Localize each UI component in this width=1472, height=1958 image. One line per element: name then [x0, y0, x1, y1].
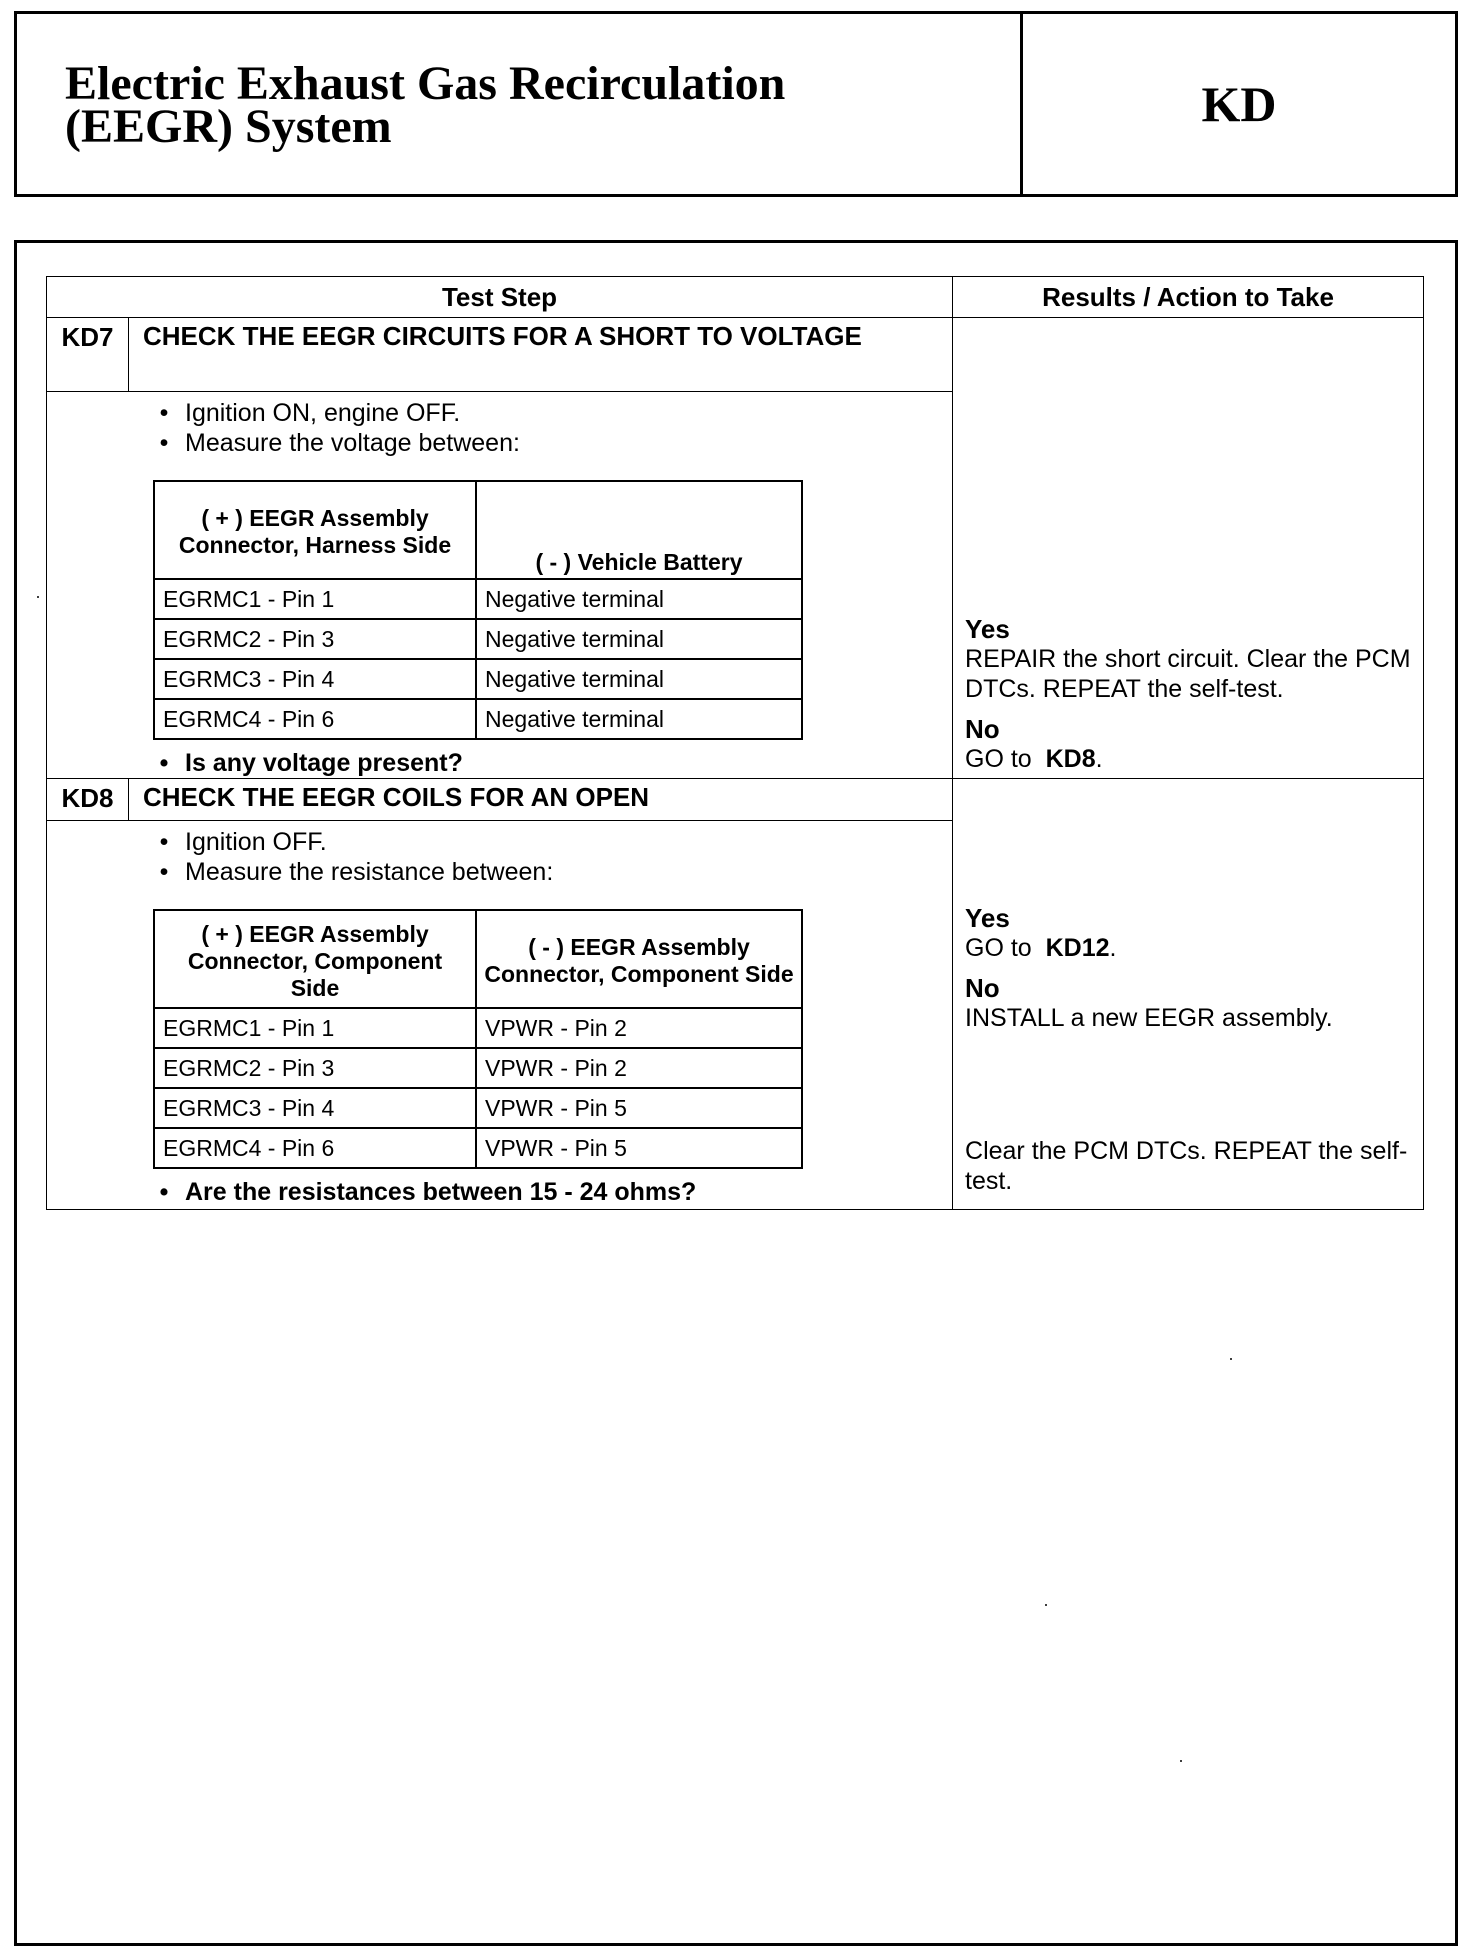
kd7-no-target: KD8	[1045, 745, 1096, 773]
section-title-line1: Electric Exhaust Gas Recirculation	[65, 57, 786, 110]
kd8-yes-target: KD12	[1045, 934, 1110, 962]
step-title-kd8: CHECK THE EEGR COILS FOR AN OPEN	[129, 779, 953, 821]
table-row: EGRMC1 - Pin 1 VPWR - Pin 2	[154, 1008, 802, 1048]
table-row: EGRMC3 - Pin 4 Negative terminal	[154, 659, 802, 699]
kd7-yes-label: Yes	[965, 614, 1010, 644]
kd7-question: • Is any voltage present?	[159, 749, 463, 777]
step-kd7-body	[47, 392, 953, 779]
kd8-no-label: No	[965, 973, 1000, 1003]
scan-speck	[1230, 1358, 1232, 1360]
table-row: EGRMC4 - Pin 6 VPWR - Pin 5	[154, 1128, 802, 1168]
scan-speck	[1180, 1760, 1182, 1762]
step-id-kd8: KD8	[47, 779, 129, 821]
kd7-bullet: • Ignition ON, engine OFF.	[159, 399, 461, 427]
kd8-col-negative: ( - ) EEGR Assembly Connector, Component Side	[476, 910, 802, 1008]
scan-speck	[1045, 1604, 1047, 1606]
kd8-measurement-header	[154, 910, 802, 1008]
table-header-row	[47, 277, 1424, 318]
table-row: EGRMC1 - Pin 1 Negative terminal	[154, 579, 802, 619]
results-kd8	[953, 779, 1424, 1210]
kd7-no-text: GO to KD8.	[965, 745, 1103, 773]
table-row: EGRMC4 - Pin 6 Negative terminal	[154, 699, 802, 739]
kd8-no-text: INSTALL a new EEGR assembly.	[965, 1004, 1333, 1032]
kd7-col-negative: ( - ) Vehicle Battery	[476, 481, 802, 579]
step-kd8-body	[47, 821, 953, 1210]
table-row: EGRMC2 - Pin 3 VPWR - Pin 2	[154, 1048, 802, 1088]
kd8-bullet: • Measure the resistance between:	[159, 858, 554, 886]
kd8-col-positive: ( + ) EEGR Assembly Connector, Component Side	[154, 910, 476, 1008]
step-kd8-title-row	[47, 779, 1424, 821]
step-title-kd7: CHECK THE EEGR CIRCUITS FOR A SHORT TO VOLTAGE	[129, 318, 953, 392]
kd7-measurement-table	[153, 480, 803, 740]
kd7-col-positive: ( + ) EEGR Assembly Connector, Harness Side	[154, 481, 476, 579]
table-row: EGRMC3 - Pin 4 VPWR - Pin 5	[154, 1088, 802, 1128]
kd7-yes-text: REPAIR the short circuit. Clear the PCM DTCs. REPEAT the self-test.	[965, 645, 1411, 703]
section-code: KD	[1201, 76, 1277, 132]
results-header: Results / Action to Take	[953, 277, 1424, 318]
section-title-line2: (EEGR) System	[65, 100, 392, 153]
scan-speck	[37, 596, 39, 598]
kd8-question: • Are the resistances between 15 - 24 ohms?	[159, 1178, 697, 1206]
test-step-header: Test Step	[47, 277, 953, 318]
kd7-measurement-header	[154, 481, 802, 579]
step-id-kd7: KD7	[47, 318, 129, 392]
kd8-bullet: • Ignition OFF.	[159, 828, 327, 856]
diagnostic-table	[46, 276, 1424, 1210]
kd7-bullet: • Measure the voltage between:	[159, 429, 520, 457]
section-title	[17, 14, 1023, 194]
kd8-yes-text: GO to KD12.	[965, 934, 1117, 962]
kd8-yes-label: Yes	[965, 903, 1010, 933]
table-row: EGRMC2 - Pin 3 Negative terminal	[154, 619, 802, 659]
kd8-measurement-table	[153, 909, 803, 1169]
results-kd7	[953, 318, 1424, 779]
step-kd7-title-row	[47, 318, 1424, 392]
page-header	[14, 11, 1458, 197]
kd8-followup: Clear the PCM DTCs. REPEAT the self-test.	[965, 1137, 1408, 1195]
kd7-no-label: No	[965, 714, 1000, 744]
